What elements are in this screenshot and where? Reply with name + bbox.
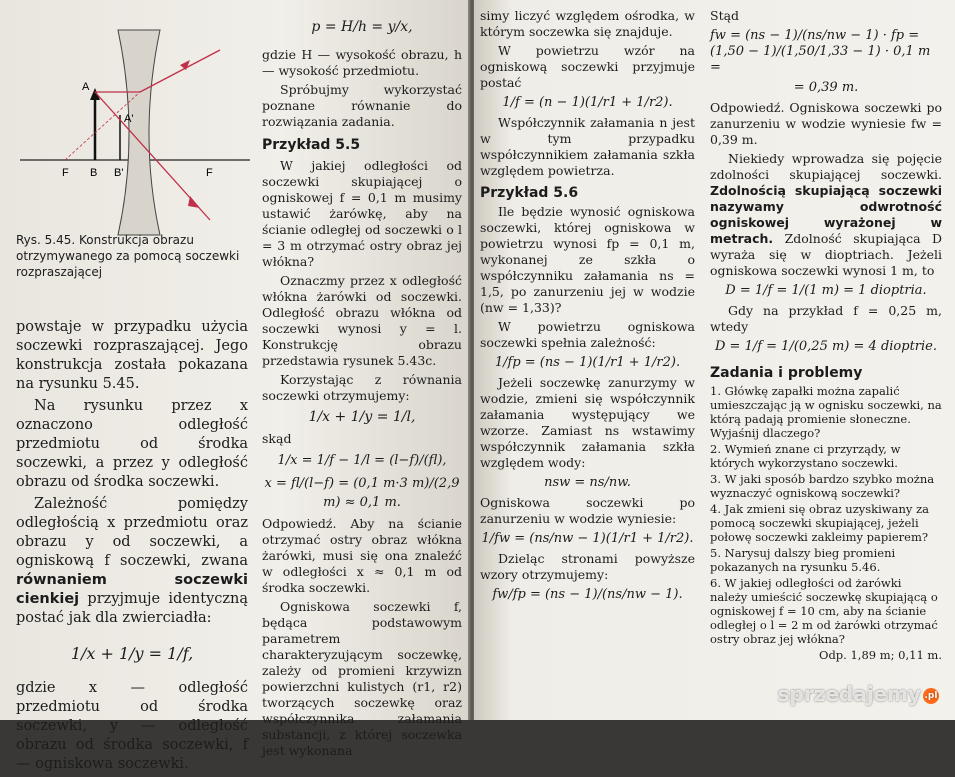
- text-paragraph: Ogniskowa soczewki f, będąca podstawowym parametrem charakteryzującym soczewkę, zależy od promieni krzywizn powierzchni kulistych (r1, r2) tworzących soczewkę oraz współczynnika załamania substancji, z której soczewka jest wykonana: [262, 599, 462, 758]
- task-answer: Odp. 1,89 m; 0,11 m.: [819, 648, 942, 662]
- left-page: [0, 0, 470, 772]
- right-column-1: [480, 8, 695, 607]
- text-paragraph: Gdy na przykład f = 0,25 m, wtedy: [710, 303, 942, 334]
- task-item: 5. Narysuj dalszy bieg promieni pokazanych na rysunku 5.46.: [710, 546, 896, 574]
- text-paragraph: Współczynnik załamania n jest w tym przypadku współczynnikiem załamania szkła względem powietrza.: [480, 115, 695, 178]
- watermark-logo: sprzedajemy .pl: [777, 682, 938, 706]
- bold-definition: Zdolnością skupiającą soczewki nazywamy odwrotność ogniskowej wyrażonej w metrach.: [710, 183, 942, 246]
- equation: p = H/h = y/x,: [311, 19, 413, 35]
- equation: fw/fp = (ns − 1)/(ns/nw − 1).: [492, 587, 683, 602]
- text-paragraph: Na rysunku przez x oznaczono odległość przedmiotu od środka soczewki, a przez y odległość obrazu od środka soczewki.: [16, 398, 248, 490]
- watermark-badge: .pl: [923, 688, 939, 704]
- equation: D = 1/f = 1/(1 m) = 1 dioptria.: [725, 283, 927, 298]
- label-a: A: [82, 81, 90, 93]
- label-a-prime: A': [124, 113, 134, 125]
- task-item: 4. Jak zmieni się obraz uzyskiwany za pomocą soczewki skupiającej, jeżeli połowę soczewki zakleimy papierem?: [710, 502, 929, 544]
- text-paragraph: W jakiej odległości od soczewki skupiającej o ogniskowej f = 0,1 m musimy ustawić żarówkę, aby na ścianie odległej od soczewki o l = 3 m otrzymać ostry obraz jej włókna?: [262, 158, 462, 269]
- bold-term: równaniem soczewki cienkiej: [16, 572, 248, 607]
- tasks-heading: Zadania i problemy: [710, 365, 863, 381]
- right-page: [474, 0, 955, 720]
- equation: fw = (ns − 1)/(ns/nw − 1) · fp = (1,50 − 1)/(1,50/1,33 − 1) · 0,1 m =: [710, 28, 931, 75]
- text-paragraph: powstaje w przypadku użycia soczewki rozpraszającej. Jego konstrukcja została pokazana na rysunku 5.45.: [16, 319, 248, 392]
- text-paragraph: Niekiedy wprowadza się pojęcie zdolności skupiającej soczewki. Zdolnością skupiającą soczewki nazywamy odwrotność ogniskowej wyrażonej w metrach. Zdolność skupiająca D wyraża się w dioptriach. Jeżeli ogniskowa soczewki wynosi 1 m, to: [710, 151, 942, 278]
- example-heading: Przykład 5.6: [480, 185, 579, 201]
- equation: 1/f = (n − 1)(1/r1 + 1/r2).: [502, 95, 673, 110]
- equation: = 0,39 m.: [793, 80, 859, 95]
- text-paragraph: Ogniskowa soczewki po zanurzeniu w wodzie wyniesie:: [480, 495, 695, 526]
- text-paragraph: Korzystając z równania soczewki otrzymujemy:: [262, 372, 462, 403]
- right-column-2: [710, 8, 942, 664]
- equation: 1/x + 1/y = 1/f,: [70, 644, 194, 663]
- tasks-list: [710, 384, 942, 662]
- task-item: 1. Główkę zapałki można zapalić umieszczając ją w ognisku soczewki, na którą padają promienie słoneczne. Wyjaśnij dlaczego?: [710, 384, 942, 440]
- equation: 1/fp = (ns − 1)(1/r1 + 1/r2).: [494, 355, 681, 370]
- text-paragraph: W powietrzu wzór na ogniskową soczewki przyjmuje postać: [480, 43, 695, 90]
- label-f-right: F: [206, 167, 213, 179]
- example-heading: Przykład 5.5: [262, 137, 361, 153]
- text-paragraph: Oznaczmy przez x odległość włókna żarówki od soczewki. Odległość obrazu włókna od soczewki wynosi y = l. Konstrukcję obrazu przedstawia rysunek 5.43c.: [262, 273, 462, 368]
- equation: 1/fw = (ns/nw − 1)(1/r1 + 1/r2).: [481, 531, 694, 546]
- label-f-left: F: [62, 167, 69, 179]
- legend-text: gdzie x — odległość przedmiotu od środka soczewki, y — odległość obrazu od środka soczewki, f — ogniskowa soczewki.: [16, 680, 248, 772]
- task-item: 3. W jaki sposób bardzo szybko można wyznaczyć ogniskową soczewki?: [710, 472, 935, 500]
- figure-caption: Rys. 5.45. Konstrukcja obrazu otrzymywanego za pomocą soczewki rozpraszającej: [16, 233, 240, 279]
- text-word: Stąd: [710, 8, 740, 23]
- text-paragraph: W powietrzu ogniskowa soczewki spełnia zależność:: [480, 319, 695, 350]
- label-b: B: [90, 167, 98, 179]
- text-paragraph: Jeżeli soczewkę zanurzymy w wodzie, zmieni się współczynnik załamania występujący we wzorze. Zamiast ns wstawimy współczynnik załamania szkła względem wody:: [480, 375, 695, 470]
- left-column-2: [262, 8, 462, 762]
- equation: 1/x = 1/f − 1/l = (l−f)/(fl),: [277, 453, 447, 468]
- text-word: skąd: [262, 431, 292, 446]
- label-b-prime: B': [114, 167, 124, 179]
- text-paragraph: gdzie H — wysokość obrazu, h — wysokość przedmiotu.: [262, 47, 462, 78]
- equation: nsw = ns/nw.: [544, 475, 631, 490]
- task-item: 2. Wymień znane ci przyrządy, w których wykorzystano soczewki.: [710, 442, 901, 470]
- answer-text: Odpowiedź. Aby na ścianie otrzymać ostry obraz włókna żarówki, musi się ona znaleźć w odległości x ≈ 0,1 m od środka soczewki.: [262, 516, 462, 595]
- text-paragraph: Dzieląc stronami powyższe wzory otrzymujemy:: [480, 551, 695, 582]
- task-item: 6. W jakiej odległości od żarówki należy umieścić soczewkę skupiającą o ogniskowej f = 10 cm, aby na ścianie odległej o l = 2 m od żarówki otrzymać ostry obraz jej włókna?: [710, 576, 938, 646]
- equation: D = 1/f = 1/(0,25 m) = 4 dioptrie.: [714, 339, 937, 354]
- answer-text: Odpowiedź. Ogniskowa soczewki po zanurzeniu w wodzie wyniesie fw = 0,39 m.: [710, 100, 942, 147]
- left-column-1: [16, 318, 248, 777]
- equation: x = fl/(l−f) = (0,1 m·3 m)/(2,9 m) ≈ 0,1 m.: [264, 476, 460, 510]
- lens-diagram: [10, 20, 260, 260]
- text-paragraph: simy liczyć względem ośrodka, w którym soczewka się znajduje.: [480, 8, 695, 39]
- text-paragraph: Zależność pomiędzy odległością x przedmiotu oraz obrazu y od soczewki, a ogniskową f soczewki, zwana równaniem soczewki cienkiej przyjmuje identyczną postać jak dla zwierciadła:: [16, 496, 249, 626]
- text-paragraph: Spróbujmy wykorzystać poznane równanie do rozwiązania zadania.: [262, 82, 462, 129]
- equation: 1/x + 1/y = 1/l,: [308, 409, 416, 425]
- text-paragraph: Ile będzie wynosić ogniskowa soczewki, której ogniskowa w powietrzu wynosi fp = 0,1 m, wykonanej ze szkła o współczynniku załamania ns = 1,5, po zanurzeniu jej w wodzie (nw = 1,33)?: [480, 204, 695, 315]
